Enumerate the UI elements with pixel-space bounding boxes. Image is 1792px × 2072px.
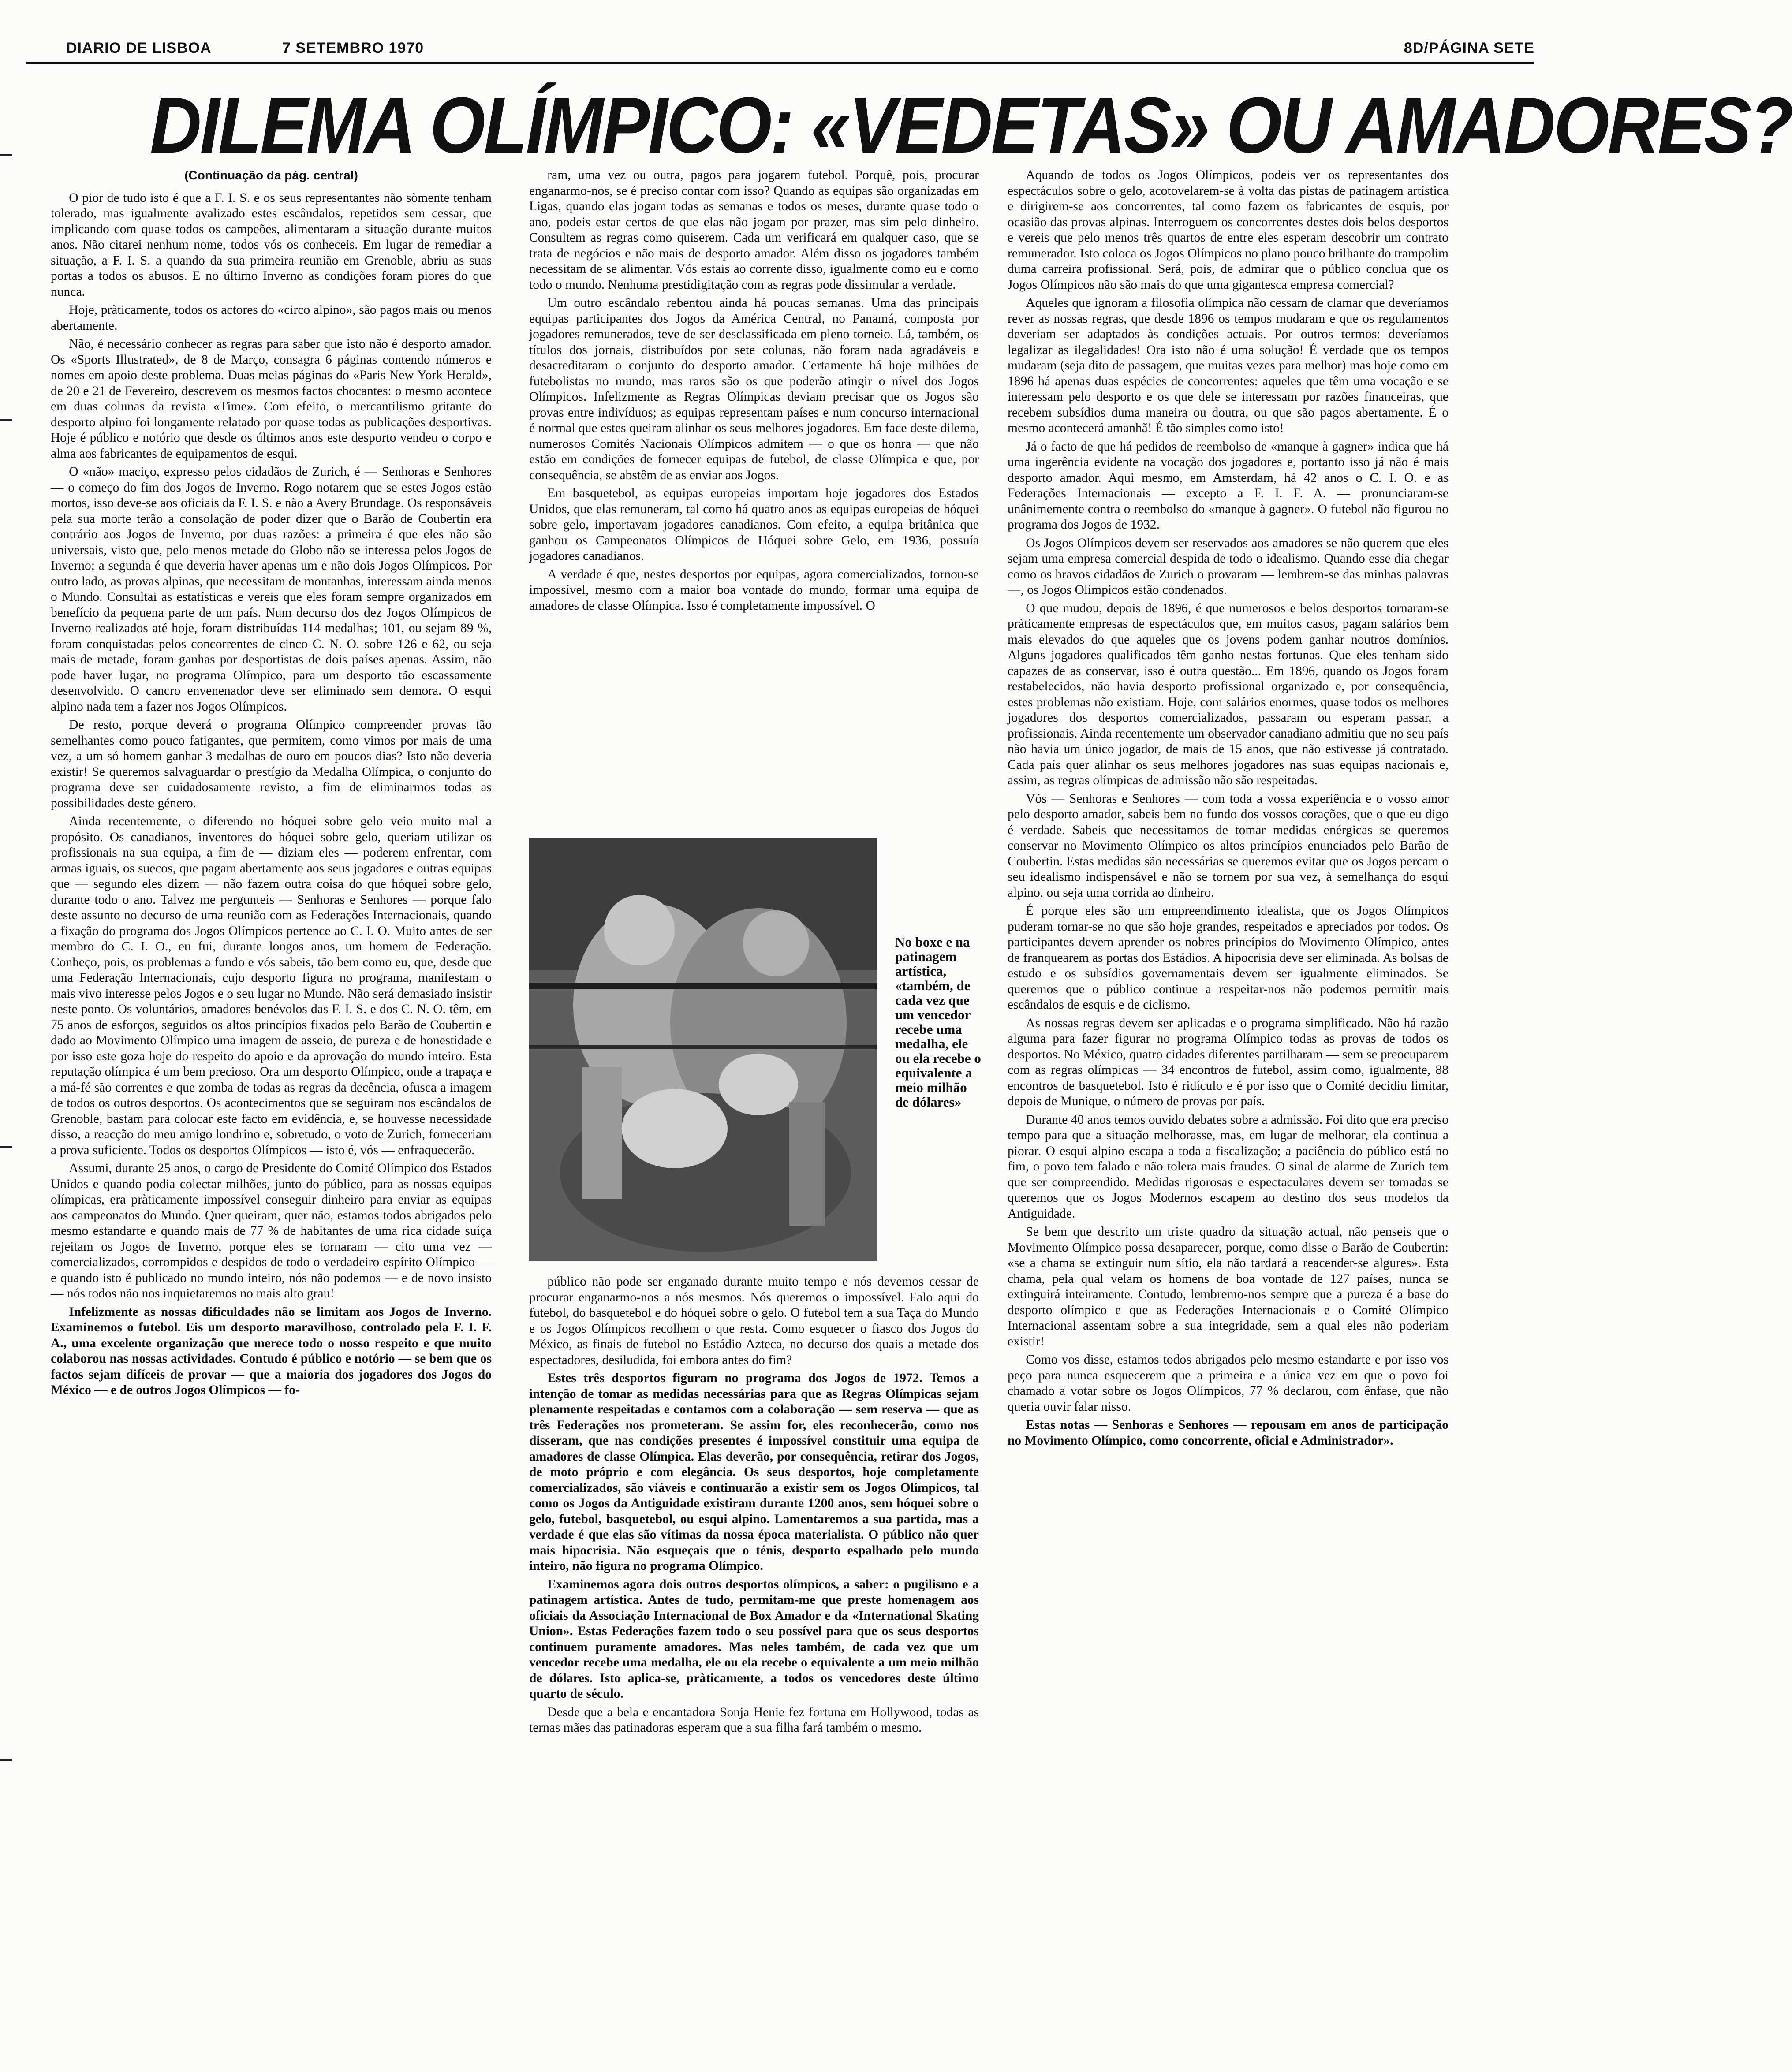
header-page-number: 8D/PÁGINA SETE xyxy=(1404,40,1534,56)
photo-caption: No boxe e na patinagem artística, «também, de cada vez que um vencedor recebe uma medalha, ele ou ela recebe o equivalente a meio milhão de dólares» xyxy=(895,934,981,1110)
headline: DILEMA OLÍMPICO: «VEDETAS» OU AMADORES? xyxy=(150,81,1792,170)
paragraph: Não, é necessário conhecer as regras para saber que isto não é desporto amador. Os «Sports Illustrated», de 8 de Março, consagra 6 páginas contendo números e nomes em apoio deste problema. Duas meias páginas do «Paris New York Herald», de 20 e 21 de Fevereiro, descrevem os mesmos factos chocantes: o mesmo acontece em duas colunas da revista «Time». Com efeito, o mercantilismo gritante do desporto alpino foi longamente relatado por quase todas as publicações desportivas. Hoje é público e notório que desde os últimos anos este desporto vendeu o corpo e alma aos fabricantes de equipamentos de esqui. xyxy=(51,337,492,461)
paragraph: Aquando de todos os Jogos Olímpicos, podeis ver os representantes dos espectáculos sobre o gelo, acotovelarem-se à volta das pistas de patinagem artística e dirigirem-se aos concorrentes, tal como fazem os fabricantes de esquis, por ocasião das provas alpinas. Interroguem os concorrentes destes dois belos desportos e vereis que pelo menos três quartos de entre eles esperam descobrir um contrato remunerador. Isto coloca os Jogos Olímpicos no plano pouco brilhante do trampolim duma carreira profissional. Será, pois, de admirar que o público conclua que os Jogos Olímpicos não são mais do que uma gigantesca empresa comercial? xyxy=(1008,168,1449,292)
margin-mark xyxy=(0,154,12,156)
boxing-photo xyxy=(529,838,877,1261)
paragraph: Em basquetebol, as equipas europeias importam hoje jogadores dos Estados Unidos, que elas remuneram, tal como há quatro anos as equipas europeias de hóquei sobre gelo, importavam jogadores canadianos. Com efeito, a equipa britânica que ganhou os Campeonatos Olímpicos de Hóquei sobre Gelo, em 1936, possuía jogadores canadianos. xyxy=(529,486,979,563)
paragraph: A verdade é que, nestes desportos por equipas, agora comercializados, tornou-se impossível, mesmo com a maior boa vontade do mundo, formar uma equipa de amadores de classe Olímpica. Isso é completamente impossível. O xyxy=(529,567,979,613)
margin-mark xyxy=(0,1146,12,1148)
paragraph: ram, uma vez ou outra, pagos para jogarem futebol. Porquê, pois, procurar enganarmo-nos, se é preciso contar com isso? Quando as equipas são organizadas em Ligas, quando elas jogam todas as semanas e todos os meses, durante quase todo o ano, podeis estar certos de que elas não jogam por prazer, mas sim pelo dinheiro. Consultem as regras como quiserem. Cada um verificará em qualquer caso, que se trata de negócios e não mais de desporto amador. Além disso os jogadores também necessitam de se alimentar. Vós estais ao corrente disso, igualmente como eu e como todo o mundo. Nenhuma prestidigitação com as regras pode dissimular a verdade. xyxy=(529,168,979,292)
column-3 xyxy=(1008,168,1449,1451)
column-2 xyxy=(529,168,979,616)
paragraph: Infelizmente as nossas dificuldades não se limitam aos Jogos de Inverno. Examinemos o futebol. Eis um desporto maravilhoso, controlado pela F. I. F. A., uma excelente organização que merece todo o nosso respeito e que muito colaborou nas nossas actividades. Contudo é público e notório — se bem que os factos sejam difíceis de provar — que a maioria dos jogadores dos Jogos do México — e de outros Jogos Olímpicos — fo- xyxy=(51,1304,492,1397)
column-2-lower xyxy=(529,1274,979,1739)
paragraph: Assumi, durante 25 anos, o cargo de Presidente do Comité Olímpico dos Estados Unidos e quando podia colectar milhões, junto do público, para as nossas equipas olímpicas, era pràticamente impossível conseguir dinheiro para enviar as equipas aos campeonatos do Mundo. Quer queiram, quer não, estamos todos abrigados pelo mesmo estandarte e quando mais de 77 % de habitantes de uma rica cidade suíça rejeitam os Jogos de Inverno, porque eles se tornaram — cito uma vez — comercializados, corrompidos e despidos de todo o verdadeiro espírito Olímpico — e quando isto é publicado no mundo inteiro, nós não podemos — e de novo insisto — nós todos não nos inquietaremos no mais alto grau! xyxy=(51,1161,492,1301)
paragraph: Já o facto de que há pedidos de reembolso de «manque à gagner» indica que há uma ingerência evidente na vocação dos jogadores e, portanto isso já não é mais desporto amador. Aqui mesmo, em Amsterdam, há 42 anos o C. I. O. e as Federações Internacionais — excepto a F. I. F. A. — pronunciaram-se unânimemente contra o reembolso do «manque à gagner». O futebol não figurou no programa dos Jogos de 1932. xyxy=(1008,439,1449,532)
paragraph: Os Jogos Olímpicos devem ser reservados aos amadores se não querem que eles sejam uma empresa comercial despida de todo o idealismo. Quando esse dia chegar como os bravos cidadãos de Zurich o provaram — lembrem-se das minhas palavras —, os Jogos Olímpicos estão condenados. xyxy=(1008,536,1449,597)
header-newspaper-name: DIARIO DE LISBOA xyxy=(66,40,212,56)
paragraph: O pior de tudo isto é que a F. I. S. e os seus representantes não sòmente tenham tolerado, mas igualmente avalizado estes escândalos, repetidos sem cessar, que implicando com quase todos os campeões, alimentaram a situação durante muitos anos. Não citarei nenhum nome, todos vós os conheceis. Em lugar de remediar a situação, a F. I. S. a quando da sua primeira reunião em Grenoble, abriu as suas portas a todos os abusos. E no último Inverno as condições foram piores do que nunca. xyxy=(51,190,492,299)
header-date: 7 SETEMBRO 1970 xyxy=(282,40,424,56)
paragraph: Aqueles que ignoram a filosofia olímpica não cessam de clamar que deveríamos rever as nossas regras, que desde 1896 os tempos mudaram e que os regulamentos deveriam ser adaptados às condições actuais. Por outros termos: deveríamos legalizar as ilegalidades! Ora isto não é uma solução! É verdade que os tempos mudaram (seja dito de passagem, que muitas vezes para melhor) mas hoje como em 1896 há apenas duas espécies de concorrentes: aqueles que têm uma vocação e se interessam pelo desporto e os que dele se interessam por razões financeiras, que recebem subsídios duma maneira ou doutra, ou que são pagos abertamente. É o mesmo acontecerá amanhã! É tão simples como isto! xyxy=(1008,296,1449,435)
paragraph: Hoje, pràticamente, todos os actores do «circo alpino», são pagos mais ou menos abertamente. xyxy=(51,303,492,333)
paragraph: público não pode ser enganado durante muito tempo e nós devemos cessar de procurar enganarmo-nos a nós mesmos. Nós queremos o impossível. Falo aqui do futebol, do basquetebol e do hóquei sobre o gelo. O futebol tem a sua Taça do Mundo e os Jogos Olímpicos recolhem o que resta. Como esquecer o fiasco dos Jogos do México, as finais de futebol no Estádio Azteca, no decurso dos quais a metade dos espectadores, desiludida, foi embora antes do fim? xyxy=(529,1275,979,1367)
margin-mark xyxy=(0,419,12,421)
paragraph: Ainda recentemente, o diferendo no hóquei sobre gelo veio muito mal a propósito. Os canadianos, inventores do hóquei sobre gelo, queriam utilizar os profissionais na sua equipa, a fim de — diziam eles — poderem enfrentar, com armas iguais, os suecos, que pagam abertamente aos seus jogadores e outras equipas que — segundo eles dizem — não fazem outra coisa do que hóquei sobre gelo, durante todo o ano. Talvez me pergunteis — Senhoras e Senhores — porque falo deste assunto no decurso de uma reunião com as Federações Internacionais, quando a fixação do programa dos Jogos Olímpicos pertence ao C. I. O. Muito antes de ser membro do C. I. O., eu fui, durante longos anos, um homem de Federação. Conheço, pois, os problemas a fundo e vós sabeis, tão bem como eu, que, desde que uma Federação Internacionais, cujo desporto figura no programa, manifestam o mais vivo interesse pelos Jogos e o seu lugar no Mundo. Não será demasiado insistir neste ponto. Os voluntários, amadores benévolos das F. I. S. e dos C. N. O. têm, em 75 anos de esforços, seguidos os altos princípios fixados pelo Barão de Coubertin e dado ao Movimento Olímpico uma imagem de asseio, de pureza e de honestidade e por isso este goza hoje do respeito do apoio e da aprovação do mundo inteiro. Esta reputação olímpica é um bem precioso. Ora um desporto Olímpico, onde a trapaça e a má-fé são correntes e que zomba de todas as regras da decência, ofusca a imagem de todos os outros desportos. Os acontecimentos que se seguiram nos escândalos de Grenoble, bastam para colocar este facto em evidência, e, se houvesse necessidade disso, a reacção do meu amigo londrino e, sobretudo, o voto de Zurich, forneceriam a prova suficiente. Todos os desportos Olímpicos — isto é, vós — enfraquecerão. xyxy=(51,814,492,1157)
paragraph: O que mudou, depois de 1896, é que numerosos e belos desportos tornaram-se pràticamente empresas de espectáculos que, em muitos casos, pagam salários bem mais elevados do que aqueles que os jovens podem ganhar noutros domínios. Alguns jogadores qualificados têm ganho nestas fortunas. Que eles tenham sido capazes de as conservar, isso é outra questão... Em 1896, quando os Jogos foram restabelecidos, não havia desporto profissional organizado e, por consequência, estes problemas não existiam. Hoje, com salários enormes, quase todos os melhores jogadores dos desportos comercializados, passaram ou esperam passar, a profissionais. Ainda recentemente um observador canadiano admitiu que no seu país não havia um único jogador, de mais de 15 anos, que não estivesse já contratado. Cada país quer alinhar os seus melhores jogadores nas suas equipas nacionais e, assim, as regras olímpicas de admissão não são respeitadas. xyxy=(1008,601,1449,787)
header-rule xyxy=(26,62,1534,64)
paragraph: É porque eles são um empreendimento idealista, que os Jogos Olímpicos puderam tornar-se no que são hoje grandes, respeitados e apreciados por todos. Os participantes devem aprender os nobres princípios do Movimento Olímpico, antes de franquearem as portas dos Estádios. A hipocrisia deve ser eliminada. As bolsas de estudo e os subsídios governamentais devem ser igualmente eliminados. Se queremos que o público continue a respeitar-nos não podemos permitir mais escândalos de esquis e de ciclismo. xyxy=(1008,904,1449,1012)
paragraph: Desde que a bela e encantadora Sonja Henie fez fortuna em Hollywood, todas as ternas mães das patinadoras esperam que a sua filha fará também o mesmo. xyxy=(529,1705,979,1735)
margin-mark xyxy=(0,1759,12,1761)
paragraph: Como vos disse, estamos todos abrigados pelo mesmo estandarte e por isso vos peço para nunca esquecerem que a primeira e a única vez em que o povo foi chamado a votar sobre os Jogos Olímpicos, 77 % declarou, com ênfase, que não queria ouvir falar nisso. xyxy=(1008,1353,1449,1414)
photo-image xyxy=(529,838,877,1261)
paragraph: Vós — Senhoras e Senhores — com toda a vossa experiência e o vosso amor pelo desporto amador, sabeis bem no fundo dos vossos corações, que o que eu digo é verdade. Sabeis que necessitamos de tomar medidas enérgicas se queremos conservar no Movimento Olímpico os altos princípios enunciados pelo Barão de Coubertin. Estas medidas são necessárias se queremos evitar que os Jogos percam o seu idealismo indispensável e não se tornem por sua vez, à semelhança do esqui alpino, ou seja uma corrida ao dinheiro. xyxy=(1008,791,1449,900)
paragraph: Se bem que descrito um triste quadro da situação actual, não penseis que o Movimento Olímpico possa desaparecer, porque, como disse o Barão de Coubertin: «se a chama se extinguir num sítio, ela não tardará a reacender-se algures». Esta chama, pela qual velam os homens de boa vontade de 127 países, nunca se extinguirá inteiramente. Contudo, lembremo-nos sempre que a pureza é a base do desporto olímpico e que as Federações Internacionais e o Comité Olímpico Internacional assentam sobre a sua integridade, sem a qual eles não poderiam existir! xyxy=(1008,1225,1449,1349)
paragraph: Examinemos agora dois outros desportos olímpicos, a saber: o pugilismo e a patinagem artística. Antes de tudo, permitam-me que preste homenagem aos oficiais da Associação Internacional de Box Amador e da «International Skating Union». Estas Federações fazem todo o seu possível para que os seus desportos continuem puramente amadores. Mas neles também, de cada vez que um vencedor recebe uma medalha, ele ou ela recebe o equivalente a um meio milhão de dólares. Isto aplica-se, pràticamente, a todos os vencedores deste último quarto de século. xyxy=(529,1577,979,1701)
paragraph: O «não» maciço, expresso pelos cidadãos de Zurich, é — Senhoras e Senhores — o começo do fim dos Jogos de Inverno. Rogo notarem que se estes Jogos estão mortos, isso deve-se aos oficiais da F. I. S. e não a Avery Brundage. Os responsáveis pela sua morte terão a consolação de poder dizer que o Barão de Coubertin era contrário aos Jogos de Inverno, por duas razões: a primeira é que eles não são universais, visto que, pelo menos metade do Globo não se interessa pelos Jogos de Inverno; a segunda é que deveria haver apenas um e não dois Jogos Olímpicos. Por outro lado, as provas alpinas, que necessitam de montanhas, interessam ainda menos o Mundo. Consultai as estatísticas e vereis que eles foram sempre organizados em benefício da pequena parte de um país. Num decurso dos dez Jogos Olímpicos de Inverno realizados até hoje, foram distribuídas 114 medalhas; 101, ou sejam 89 %, foram conquistadas pelos concorrentes de cinco C. N. O. sobre 126 e 62, ou seja mais de metade, foram ganhas por desportistas de dois países apenas. Assim, não pode haver lugar, no programa Olímpico, para um desporto tão escassamente desenvolvido. O cancro envenenador deve ser eliminado sem demora. O esqui alpino nada tem a fazer nos Jogos Olímpicos. xyxy=(51,465,492,714)
paragraph: Estas notas — Senhoras e Senhores — repousam em anos de participação no Movimento Olímpico, como concorrente, oficial e Administrador». xyxy=(1008,1418,1449,1448)
paragraph: As nossas regras devem ser aplicadas e o programa simplificado. Não há razão alguma para fazer figurar no programa Olímpico todas as provas de todos os desportos. No México, quatro cidades diferentes partilharam — sem se preocuparem com as regras olímpicas — 34 encontros de futebol, assim como, igualmente, 88 encontros de basquetebol. Isto é ridículo e é por isso que o Comité decidiu limitar, depois de Munique, o número de provas por país. xyxy=(1008,1016,1449,1108)
paragraph: Durante 40 anos temos ouvido debates sobre a admissão. Foi dito que era preciso tempo para que a situação melhorasse, mas, em lugar de melhorar, ela continua a piorar. O esqui alpino escapa a toda a fiscalização; a paciência do público está no fim, o povo tem falado e não tolera mais fraudes. O sinal de alarme de Zurich tem que ser compreendido. Medidas rigorosas e espectaculares devem ser tomadas se queremos que os Jogos Modernos escapem ao destino dos seus modelos da Antiguidade. xyxy=(1008,1112,1449,1221)
column-1 xyxy=(51,168,492,1401)
paragraph: Um outro escândalo rebentou ainda há poucas semanas. Uma das principais equipas participantes dos Jogos da América Central, no Panamá, composta por jogadores remunerados, teve de ser desclassificada em pleno torneio. Lá, também, os títulos dos jornais, distribuídos por sete colunas, não foram nada agradáveis e desacreditaram o conjunto do desporto amador. Certamente há hoje milhões de futebolistas no mundo, mas raros são os que poderão atingir o nível dos Jogos Olímpicos. Infelizmente as Regras Olímpicas deviam precisar que os Jogos são provas entre indivíduos; as equipas representam países e num concurso internacional é normal que estes queiram alinhar os seus melhores jogadores. Em face deste dilema, numerosos Comités Nacionais Olímpicos admitem — o que os honra — que não estão em condições de fornecer equipas de futebol, de classe Olímpica e que, por consequência, se abstêm de as enviar aos Jogos. xyxy=(529,296,979,482)
paragraph: De resto, porque deverá o programa Olímpico compreender provas tão semelhantes como pouco fatigantes, que permitem, como vimos por mais de uma vez, a um só homem ganhar 3 medalhas de ouro em poucos dias? Isto não deveria existir! Se queremos salvaguardar o prestígio da Medalha Olímpica, o conjunto do programa deve ser cuidadosamente revisto, a fim de eliminarmos todas as possibilidades deste género. xyxy=(51,718,492,810)
paragraph: Estes três desportos figuram no programa dos Jogos de 1972. Temos a intenção de tomar as medidas necessárias para que as Regras Olímpicas sejam plenamente respeitadas e contamos com a colaboração — sem reserva — que as três Federações nos prometeram. Se assim for, eles reconhecerão, como nos disseram, que nas condições presentes é impossível constituir uma equipa de amadores de classe Olímpica. Elas deverão, por consequência, retirar dos Jogos, de moto próprio e com elegância. Os seus desportos, hoje completamente comercializados, são viáveis e continuarão a existir sem os Jogos Olímpicos, tal como os Jogos da Antiguidade existiram durante 1200 anos, sem hóquei sobre o gelo, futebol, basquetebol, ou esqui alpino. Lamentaremos a sua partida, mas a verdade é que elas são vítimas da nossa época materialista. O público não quer mais hipocrisia. Não esqueçais que o ténis, desporto espalhado pelo mundo inteiro, não figura no programa Olímpico. xyxy=(529,1371,979,1573)
continuation-note: (Continuação da pág. central) xyxy=(184,168,358,182)
